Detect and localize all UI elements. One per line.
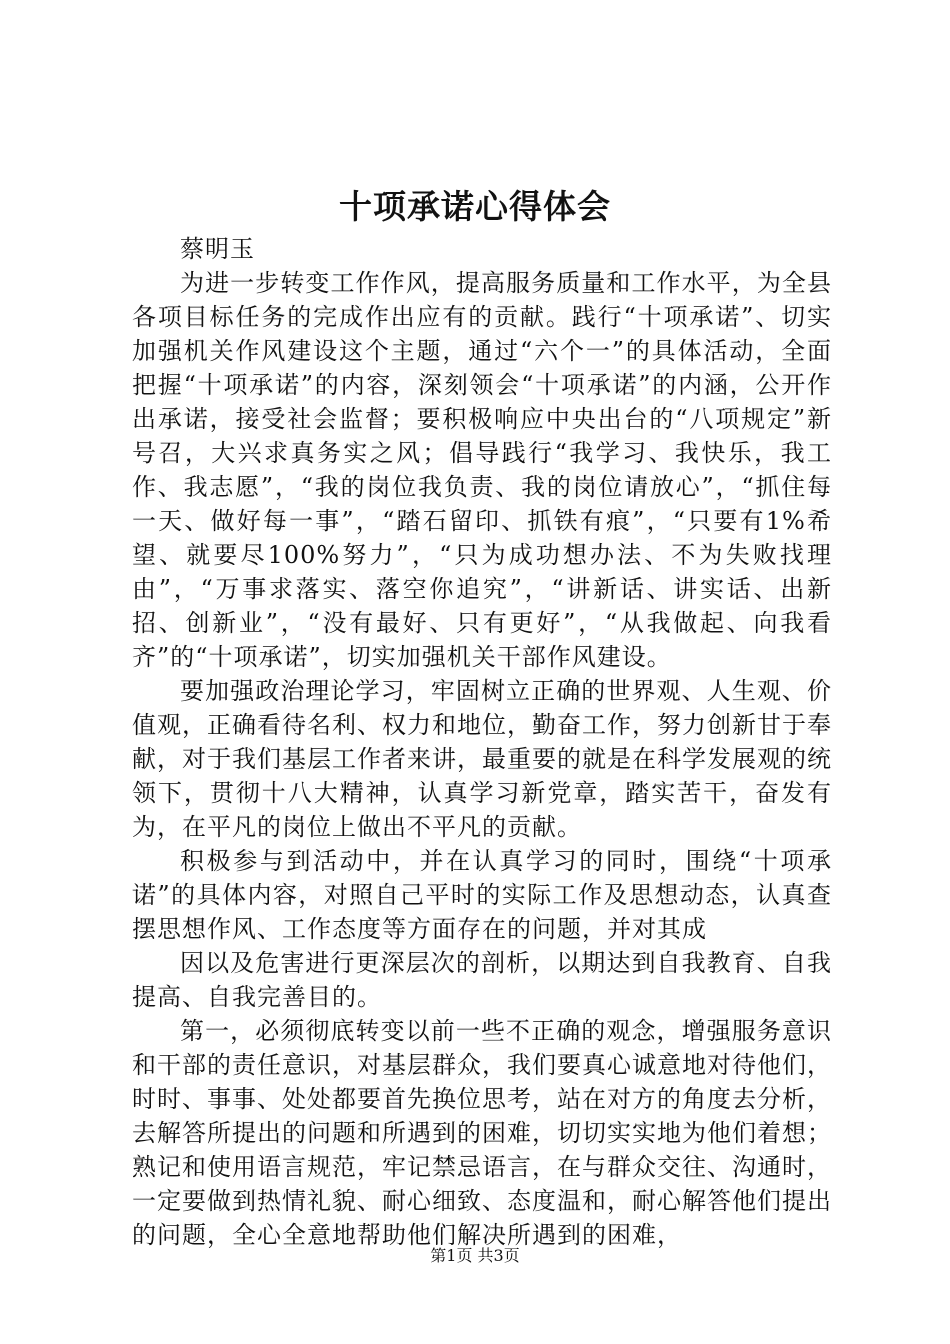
document-body [132, 232, 832, 1252]
paragraph-5: 第一，必须彻底转变以前一些不正确的观念，增强服务意识和干部的责任意识，对基层群众，我们要真心诚意地对待他们，时时、事事、处处都要首先换位思考，站在对方的角度去分析，去解答所提出的问题和所遇到的困难，切切实实地为他们着想；熟记和使用语言规范，牢记禁忌语言，在与群众交往、沟通时，一定要做到热情礼貌、耐心细致、态度温和，耐心解答他们提出的问题，全心全意地帮助他们解决所遇到的困难， [132, 1017, 832, 1249]
paragraph-4: 因以及危害进行更深层次的剖析，以期达到自我教育、自我提高、自我完善目的。 [132, 949, 832, 1011]
document-title: 十项承诺心得体会 [339, 187, 611, 226]
page-footer: 第1页 共3页 [430, 1246, 520, 1265]
paragraph-2: 要加强政治理论学习，牢固树立正确的世界观、人生观、价值观，正确看待名利、权力和地位，勤奋工作，努力创新甘于奉献，对于我们基层工作者来讲，最重要的就是在科学发展观的统领下，贯彻十八大精神，认真学习新党章，踏实苦干，奋发有为，在平凡的岗位上做出不平凡的贡献。 [132, 677, 832, 841]
author-line: 蔡明玉 [180, 235, 255, 263]
paragraph-1: 为进一步转变工作作风，提高服务质量和工作水平，为全县各项目标任务的完成作出应有的贡献。践行“十项承诺”、切实加强机关作风建设这个主题，通过“六个一”的具体活动，全面把握“十项承诺”的内容，深刻领会“十项承诺”的内涵，公开作出承诺，接受社会监督；要积极响应中央出台的“八项规定”新号召，大兴求真务实之风；倡导践行“我学习、我快乐，我工作、我志愿”，“我的岗位我负责、我的岗位请放心”，“抓住每一天、做好每一事”，“踏石留印、抓铁有痕”，“只要有1%希望、就要尽100%努力”，“只为成功想办法、不为失败找理由”，“万事求落实、落空你追究”，“讲新话、讲实话、出新招、创新业”，“没有最好、只有更好”，“从我做起、向我看齐”的“十项承诺”，切实加强机关干部作风建设。 [132, 269, 832, 671]
paragraph-3: 积极参与到活动中，并在认真学习的同时，围绕“十项承诺”的具体内容，对照自己平时的实际工作及思想动态，认真查摆思想作风、工作态度等方面存在的问题，并对其成 [132, 847, 832, 943]
